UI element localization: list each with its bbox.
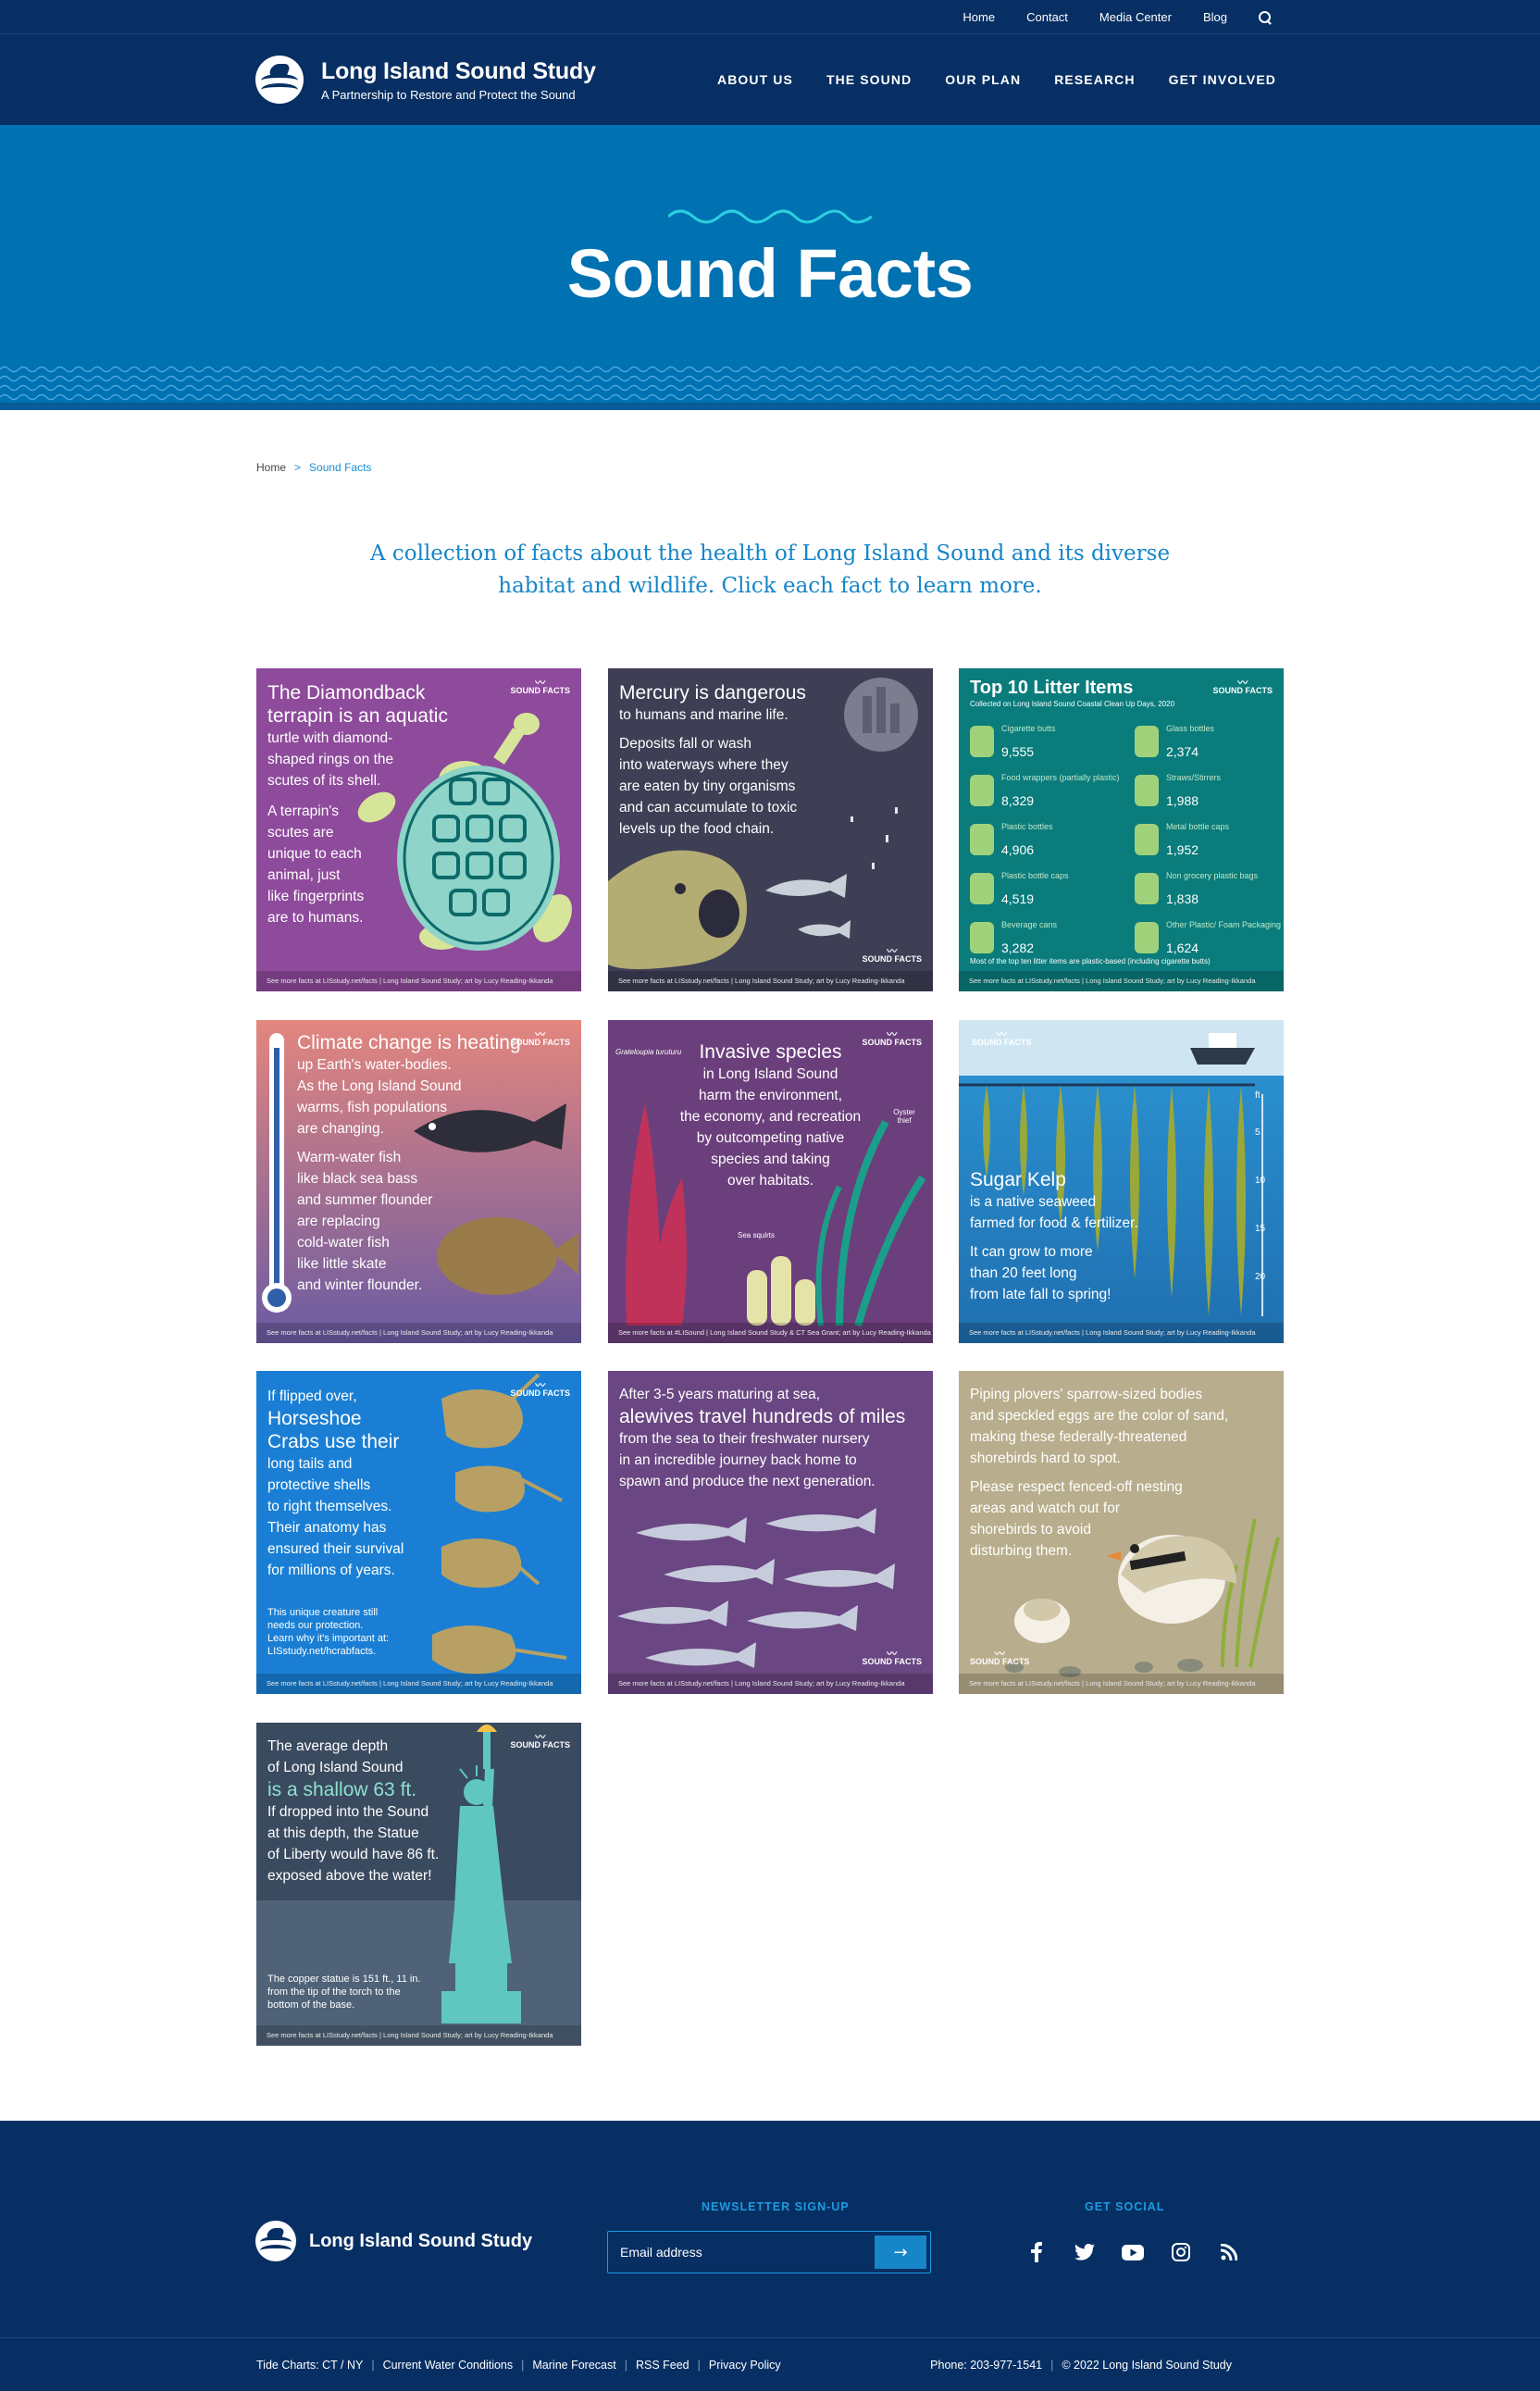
litter-item-value: 9,555 [1001,744,1035,759]
fact-card-mercury[interactable] [608,668,933,991]
rss-icon[interactable] [1205,2236,1253,2268]
litter-item-value: 8,329 [1001,793,1035,808]
fact-card-terrapin[interactable] [256,668,581,991]
label-oyster-thief: Oyster thief [893,1108,915,1125]
logo-icon [255,2221,296,2261]
litter-item [970,869,1127,914]
sound-facts-badge: 〰 SOUND FACTS [510,1382,570,1398]
litter-item-name: Food wrappers (partially plastic) [1001,773,1120,782]
litter-item-name: Straws/Stirrers [1166,773,1222,782]
kelp-scale-unit: ft [1255,1090,1261,1101]
footer-link-marine-forecast[interactable]: Marine Forecast [532,2359,616,2372]
litter-item-icon [970,775,994,806]
litter-item-icon [1135,824,1159,855]
utility-link-contact[interactable]: Contact [1026,10,1068,24]
litter-item-icon [970,922,994,953]
litter-item-icon [1135,922,1159,953]
newsletter-heading: NEWSLETTER SIGN-UP [702,2200,850,2213]
litter-item-icon [1135,726,1159,757]
litter-item-name: Beverage cans [1001,920,1058,929]
litter-item-name: Glass bottles [1166,724,1215,733]
footer-link-privacy-policy[interactable]: Privacy Policy [708,2359,781,2372]
footer-logo[interactable] [255,2221,532,2261]
page-title: Sound Facts [566,235,974,312]
newsletter-form [607,2231,931,2273]
card-footer-credit: See more facts at LISstudy.net/facts | Long Island Sound Study; art by Lucy Reading-Ikkanda [608,971,933,991]
fact-card-climate[interactable] [256,1020,581,1343]
litter-item-icon [1135,873,1159,904]
nav-the-sound[interactable]: THE SOUND [826,72,913,87]
sound-facts-badge: 〰 SOUND FACTS [510,1031,570,1047]
wave-squiggle-icon [668,205,872,224]
breadcrumb-current: Sound Facts [309,461,372,474]
main-header [0,34,1540,125]
card-footer-credit: See more facts at LISstudy.net/facts | Long Island Sound Study; art by Lucy Reading-Ikkanda [256,971,581,991]
litter-item-value: 1,838 [1166,891,1199,906]
litter-item-name: Plastic bottle caps [1001,871,1069,880]
litter-item-name: Plastic bottles [1001,822,1053,831]
fact-card-horseshoe[interactable] [256,1371,581,1694]
sound-facts-badge: 〰 SOUND FACTS [510,679,570,695]
footer-phone: Phone: 203-977-1541 [930,2359,1043,2372]
sound-facts-badge: 〰 SOUND FACTS [862,1650,922,1666]
logo-icon [255,56,304,104]
footer-link-water-conditions[interactable]: Current Water Conditions [382,2359,514,2372]
kelp-scale-5: 5 [1255,1127,1261,1138]
nav-research[interactable]: RESEARCH [1054,72,1136,87]
sound-facts-badge: 〰 SOUND FACTS [862,948,922,964]
sound-facts-badge: 〰 SOUND FACTS [510,1734,570,1750]
breadcrumb-separator: > [294,461,302,474]
nav-get-involved[interactable]: GET INVOLVED [1168,72,1276,87]
litter-item [1135,771,1284,816]
instagram-icon[interactable] [1157,2236,1205,2268]
label-grateloupia: Grateloupia turuturu [615,1048,682,1056]
horseshoe-note: This unique creature still needs our protection. Learn why it's important at: LISstudy.net/hcrabfacts. [267,1607,390,1657]
climate-text: Climate change is heating up Earth's water-bodies. As the Long Island Sound warms, fish populations are changing. Warm-water fish like black sea bass and summer flounder are replacing cold-water fish like little skate and winter flounder. [297,1032,521,1293]
utility-nav [931,0,1272,34]
footer-link-tide-charts[interactable]: Tide Charts: CT / NY [256,2359,364,2372]
litter-item-value: 4,906 [1001,842,1035,857]
facebook-icon[interactable] [1012,2236,1061,2268]
litter-item-name: Non grocery plastic bags [1166,871,1259,880]
plovers-text: Piping plovers' sparrow-sized bodies and speckled eggs are the color of sand, making these federally-threatened shorebirds hard to spot. Please respect fenced-off nesting areas and watch out for shorebirds to avoid disturbing them. [970,1387,1229,1559]
card-footer-credit: See more facts at LISstudy.net/facts | Long Island Sound Study; art by Lucy Reading-Ikkanda [256,1674,581,1694]
alewives-text: After 3-5 years maturing at sea, alewives travel hundreds of miles from the sea to their freshwater nursery in an incredible journey back home to spawn and produce the next generation. [619,1387,906,1489]
kelp-scale-10: 10 [1255,1176,1266,1186]
litter-subtitle: Collected on Long Island Sound Coastal Clean Up Days, 2020 [970,700,1175,708]
litter-item [970,820,1127,865]
terrapin-text: The Diamondback terrapin is an aquatic turtle with diamond- shaped rings on the scutes of its shell. A terrapin's scutes are unique to each animal, just like fingerprints are to humans. [267,682,448,926]
litter-item-value: 1,988 [1166,793,1199,808]
social-links [1012,2236,1253,2268]
footer-links: Tide Charts: CT / NY | Current Water Conditions | Marine Forecast | RSS Feed | Privacy Policy [256,2359,781,2372]
litter-item [1135,869,1284,914]
fact-card-plovers[interactable] [959,1371,1284,1694]
litter-item [970,722,1127,766]
nav-about-us[interactable]: ABOUT US [717,72,793,87]
card-footer-credit: See more facts at LISstudy.net/facts | Long Island Sound Study; art by Lucy Reading-Ikkanda [959,1674,1284,1694]
footer-link-rss-feed[interactable]: RSS Feed [635,2359,689,2372]
fact-card-depth[interactable] [256,1723,581,2046]
utility-link-blog[interactable]: Blog [1202,10,1227,24]
email-input[interactable] [608,2232,886,2273]
kelp-scale-20: 20 [1255,1272,1266,1282]
litter-item-value: 4,519 [1001,891,1035,906]
depth-note: The copper statue is 151 ft., 11 in. from the tip of the torch to the bottom of the base. [267,1974,421,2011]
fact-card-kelp[interactable] [959,1020,1284,1343]
litter-item-value: 1,952 [1166,842,1199,857]
footer-site-title: Long Island Sound Study [309,2230,533,2251]
sound-facts-badge: 〰 SOUND FACTS [972,1031,1032,1047]
litter-item-icon [970,726,994,757]
sound-facts-badge: 〰 SOUND FACTS [862,1031,922,1047]
card-footer-credit: See more facts at LISstudy.net/facts | Long Island Sound Study; art by Lucy Reading-Ikkanda [256,2025,581,2046]
hero-waves-decoration [0,364,1540,410]
label-sea-squirts: Sea squirts [738,1231,776,1239]
footer-bottom-bar [0,2337,1540,2391]
sound-facts-badge: 〰 SOUND FACTS [970,1650,1030,1666]
litter-item [970,918,1127,963]
litter-item-icon [970,824,994,855]
litter-item-value: 3,282 [1001,940,1035,955]
intro-text: A collection of facts about the health of Long Island Sound and its diverse habitat and wildlife. Click each fact to learn more. [369,542,1171,598]
search-icon[interactable] [1259,11,1272,24]
social-heading: GET SOCIAL [1085,2200,1165,2213]
card-footer-credit: See more facts at #LISound | Long Island Sound Study & CT Sea Grant; art by Lucy Reading-Ikkanda [608,1323,933,1343]
breadcrumb [256,461,371,474]
litter-item-value: 1,624 [1166,940,1199,955]
litter-item-name: Cigarette butts [1001,724,1056,733]
litter-item [970,771,1127,816]
litter-note: Most of the top ten litter items are plastic-based (including cigarette butts) [970,957,1211,965]
newsletter-submit-button[interactable] [875,2235,926,2269]
invasive-text: Invasive species in Long Island Sound harm the environment, the economy, and recreation by outcompeting native species and taking over habitats. [679,1041,862,1189]
arrow-right-icon: → [893,2242,908,2262]
site-footer [0,2121,1540,2391]
site-tagline: A Partnership to Restore and Protect the Sound [321,87,576,102]
fact-card-invasive[interactable] [608,1020,933,1343]
utility-link-home[interactable]: Home [962,10,996,24]
card-footer-credit: See more facts at LISstudy.net/facts | Long Island Sound Study; art by Lucy Reading-Ikkanda [959,1323,1284,1343]
nav-our-plan[interactable]: OUR PLAN [945,72,1022,87]
mercury-text: Mercury is dangerous to humans and marine life. Deposits fall or wash into waterways where they are eaten by tiny organisms and can accumulate to toxic levels up the food chain. [619,682,806,837]
litter-item [1135,820,1284,865]
hero-banner [0,125,1540,410]
breadcrumb-home[interactable]: Home [256,461,287,474]
kelp-text: Sugar Kelp is a native seaweed farmed for food & fertilizer. It can grow to more than 20 feet long from late fall to spring! [970,1169,1138,1302]
litter-item-icon [1135,775,1159,806]
sound-facts-badge: 〰 SOUND FACTS [1212,679,1273,695]
youtube-icon[interactable] [1109,2236,1157,2268]
site-title: Long Island Sound Study [321,57,596,84]
card-footer-credit: See more facts at LISstudy.net/facts | Long Island Sound Study; art by Lucy Reading-Ikkanda [608,1674,933,1694]
footer-contact: Phone: 203-977-1541 | © 2022 Long Island Sound Study [930,2359,1232,2372]
litter-item [1135,918,1284,963]
horseshoe-text: If flipped over, Horseshoe Crabs use their long tails and protective shells to right themselves. Their anatomy has ensured their survival for millions of years. [267,1389,404,1578]
kelp-scale-15: 15 [1255,1224,1266,1234]
utility-bar [0,0,1540,34]
twitter-icon[interactable] [1061,2236,1109,2268]
fact-card-litter[interactable] [959,668,1284,991]
card-footer-credit: See more facts at LISstudy.net/facts | Long Island Sound Study; art by Lucy Reading-Ikkanda [256,1323,581,1343]
main-nav [684,34,1276,125]
fact-card-alewives[interactable] [608,1371,933,1694]
card-footer-credit: See more facts at LISstudy.net/facts | Long Island Sound Study; art by Lucy Reading-Ikkanda [959,971,1284,991]
footer-copyright: © 2022 Long Island Sound Study [1062,2359,1232,2372]
depth-text: The average depth of Long Island Sound is a shallow 63 ft. If dropped into the Sound at this depth, the Statue of Liberty would have 86 ft. exposed above the water! [267,1738,440,1884]
litter-item-name: Metal bottle caps [1166,822,1230,831]
litter-item-icon [970,873,994,904]
site-logo[interactable] [255,56,596,104]
utility-link-media-center[interactable]: Media Center [1099,10,1172,24]
litter-item [1135,722,1284,766]
litter-item-name: Other Plastic/ Foam Packaging [1166,920,1282,929]
litter-title: Top 10 Litter Items [970,678,1134,698]
litter-item-value: 2,374 [1166,744,1199,759]
